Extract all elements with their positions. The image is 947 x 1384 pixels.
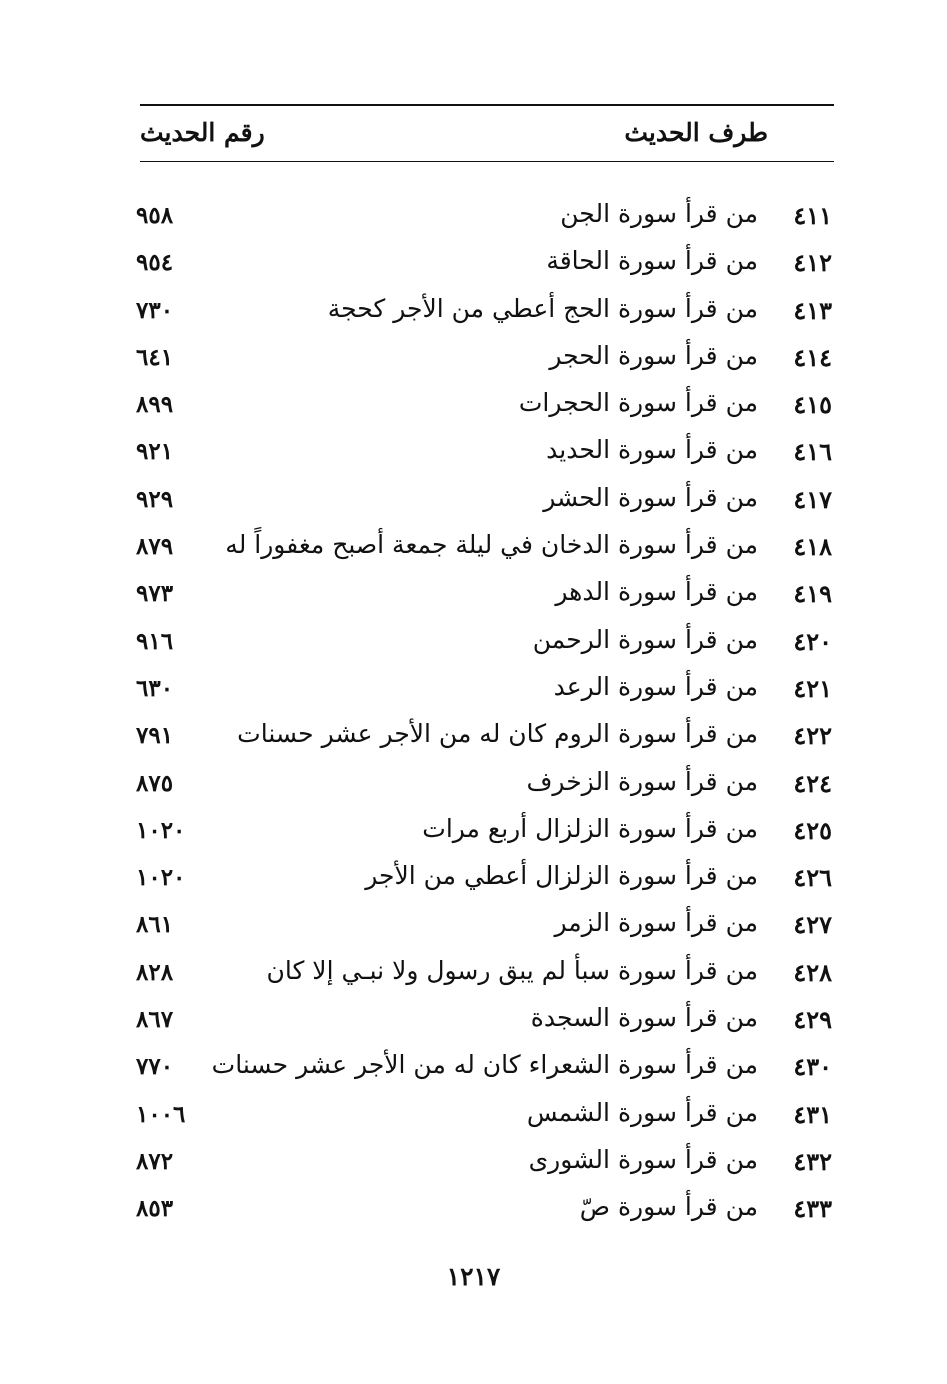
entry-text: من قرأ سورة الجن xyxy=(560,199,758,228)
entry-hadith-number: ٨٦١ xyxy=(136,911,174,939)
list-item xyxy=(130,861,834,908)
entry-hadith-number: ١٠٠٦ xyxy=(136,1100,186,1128)
list-item xyxy=(130,1192,834,1239)
entry-hadith-number: ١٠٢٠ xyxy=(136,864,186,892)
table-header xyxy=(140,112,834,156)
entry-hadith-number: ٩٥٨ xyxy=(136,202,174,229)
entry-text: من قرأ سورة الحشر xyxy=(543,482,758,512)
entry-text: من قرأ سورة الحاقة xyxy=(546,246,758,276)
entry-hadith-number: ١٠٢٠ xyxy=(136,816,186,844)
entry-number: ٤٣١ xyxy=(793,1099,832,1129)
entry-text: من قرأ سورة الزمر xyxy=(554,908,758,938)
entry-hadith-number: ٦٣٠ xyxy=(136,674,174,702)
entry-number: ٤٢٥ xyxy=(793,815,832,845)
entry-hadith-number: ٨٢٨ xyxy=(136,958,174,986)
entry-number: ٤٢٠ xyxy=(793,626,832,656)
list-item xyxy=(130,956,834,1003)
entry-hadith-number: ٨٥٣ xyxy=(136,1195,174,1223)
entry-hadith-number: ٨٦٧ xyxy=(136,1006,174,1034)
entry-text: من قرأ سورة الحديد xyxy=(546,435,758,465)
entry-number: ٤٢١ xyxy=(793,673,832,703)
entry-number: ٤١٥ xyxy=(793,390,832,420)
entry-number: ٤٣٠ xyxy=(793,1052,832,1082)
entry-text: من قرأ سورة الزلزال أربع مرات xyxy=(422,813,758,843)
list-item xyxy=(130,719,834,766)
list-item xyxy=(130,530,834,577)
entry-text: من قرأ سورة السجدة xyxy=(530,1003,758,1033)
entry-text: من قرأ سورة الروم كان له من الأجر عشر حسنات xyxy=(237,719,758,749)
entry-number: ٤١٤ xyxy=(793,342,832,372)
list-item xyxy=(130,294,834,341)
entry-text: من قرأ سورة الرحمن xyxy=(532,624,758,654)
header-rule xyxy=(140,161,834,162)
entry-hadith-number: ٩٢٩ xyxy=(136,485,174,513)
list-item xyxy=(130,435,834,482)
page-number: ١٢١٧ xyxy=(446,1262,501,1291)
entry-number: ٤١٨ xyxy=(793,532,832,562)
list-item xyxy=(130,1003,834,1050)
entry-text: من قرأ سورة الحجرات xyxy=(518,388,758,418)
entry-number: ٤١٧ xyxy=(793,484,832,514)
entry-number: ٤٢٢ xyxy=(793,721,832,751)
entry-hadith-number: ٩٢١ xyxy=(136,438,174,466)
list-item xyxy=(130,1145,834,1192)
list-item xyxy=(130,1050,834,1097)
entry-hadith-number: ٨٧٩ xyxy=(136,533,174,561)
entry-hadith-number: ٧٧٠ xyxy=(136,1053,174,1081)
entry-text: من قرأ سورة الحجر xyxy=(549,340,758,370)
list-item xyxy=(130,767,834,814)
list-item xyxy=(130,483,834,530)
entry-text: من قرأ سورة الرعد xyxy=(553,671,758,701)
top-rule xyxy=(140,104,834,106)
entry-number: ٤٢٨ xyxy=(793,957,832,987)
entry-hadith-number: ٩٥٤ xyxy=(136,249,174,277)
entry-number: ٤٢٩ xyxy=(793,1005,832,1035)
entry-text: من قرأ سورة الدهر xyxy=(555,577,758,607)
entry-hadith-number: ٩٧٣ xyxy=(136,580,174,608)
entry-number: ٤٢٧ xyxy=(793,910,832,940)
column-header-ref: رقم الحديث xyxy=(140,118,265,147)
entry-text: من قرأ سورة الشمس xyxy=(526,1097,758,1127)
entry-number: ٤٢٦ xyxy=(793,863,832,893)
entry-number: ٤١٦ xyxy=(793,437,832,467)
entry-number: ٤٢٤ xyxy=(793,768,832,798)
entry-number: ٤١٩ xyxy=(793,579,832,609)
entry-hadith-number: ٨٩٩ xyxy=(136,391,174,419)
list-item xyxy=(130,1098,834,1145)
list-item xyxy=(130,341,834,388)
entry-text: من قرأ سورة الشعراء كان له من الأجر عشر حسنات xyxy=(211,1050,758,1080)
list-item xyxy=(130,814,834,861)
entry-number: ٤٣٢ xyxy=(793,1146,832,1176)
entry-list xyxy=(130,199,834,1240)
entry-text: من قرأ سورة سبأ لم يبق رسول ولا نبـي إلا كان xyxy=(266,955,758,985)
entry-hadith-number: ٩١٦ xyxy=(136,627,174,655)
entry-hadith-number: ٦٤١ xyxy=(136,343,174,371)
list-item xyxy=(130,577,834,624)
entry-number: ٤٣٣ xyxy=(793,1194,832,1224)
entry-text: من قرأ سورة الزخرف xyxy=(526,766,758,796)
list-item xyxy=(130,625,834,672)
list-item xyxy=(130,199,834,246)
entry-hadith-number: ٧٩١ xyxy=(136,722,174,750)
list-item xyxy=(130,246,834,293)
entry-text: من قرأ سورة الزلزال أعطي من الأجر xyxy=(365,861,758,891)
entry-hadith-number: ٧٣٠ xyxy=(136,296,174,324)
entry-number: ٤١١ xyxy=(793,201,832,230)
list-item xyxy=(130,388,834,435)
entry-hadith-number: ٨٧٥ xyxy=(136,769,174,797)
list-item xyxy=(130,672,834,719)
entry-hadith-number: ٨٧٢ xyxy=(136,1147,174,1175)
entry-number: ٤١٣ xyxy=(793,295,832,325)
column-header-title: طرف الحديث xyxy=(624,118,768,147)
entry-number: ٤١٢ xyxy=(793,248,832,278)
entry-text: من قرأ سورة الشورى xyxy=(528,1144,758,1174)
entry-text: من قرأ سورة صّ xyxy=(579,1192,758,1222)
entry-text: من قرأ سورة الحج أعطي من الأجر كحجة xyxy=(327,293,758,323)
list-item xyxy=(130,908,834,955)
entry-text: من قرأ سورة الدخان في ليلة جمعة أصبح مغفوراً له xyxy=(225,530,758,560)
